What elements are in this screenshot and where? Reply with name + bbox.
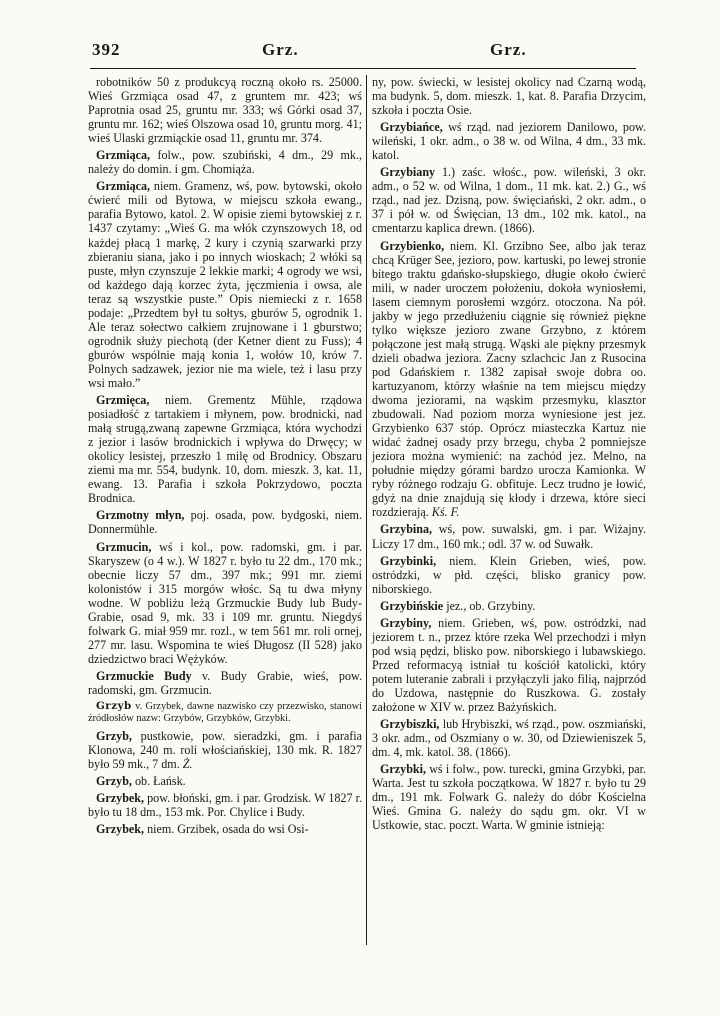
entry	[372, 75, 646, 117]
entry	[372, 522, 646, 550]
entry	[372, 239, 646, 520]
entry-text: robotników 50 z produkcyą roczną około rs. 25000. Wieś Grzmiąca osad 47, z gruntem mr. 423; wś Paprotnia osad 25, gruntu mr. 333; wś Górki osad 37, gruntu mr. 162; wieś Olszowa osad 10, gruntu morg. 41; wieś Ulaski grzmiąckie osad 11, gruntu mr. 374.	[88, 75, 362, 146]
entry-headword: Grzyb	[96, 700, 132, 713]
entry-text: ob. Łańsk.	[134, 773, 186, 788]
entry-headword: Grzybienko,	[380, 238, 445, 253]
entry-text: pow. błoński, gm. i par. Grodzisk. W 1827 r. było tu 18 dm., 153 mk. Por. Chylice i Budy.	[88, 791, 362, 820]
entry-headword: Grzybińskie	[380, 598, 444, 613]
entry-text: wś i folw., pow. turecki, gmina Grzybki, par. Warta. Jest tu szkoła początkowa. W 1827 r. było tu 29 dm., 191 mk. Folwark G. należy do dóbr Kościelna Wieś. Gmina G. należy do sądu gm. okr. VI w Ustkowie, stac. poczt. Warta. W gminie istnieją:	[372, 762, 646, 833]
entry-headword: Grzybki,	[380, 762, 427, 777]
header-rule	[90, 68, 636, 69]
entry	[372, 762, 646, 832]
entry-headword: Grzybina,	[380, 522, 433, 537]
entry-text: niem. Gramenz, wś, pow. bytowski, około ćwierć mili od Bytowa, w miejscu szkoła ewang., parafia Bytowo, katol. 2. W opisie ziemi bytowskiej z r. 1437 czytamy: „Wieś G. ma włók czynszowych 18, od każdej płacą 1 markę, 2 kury i czynią szarwarki przy zbieraniu siana, jako i po innych wioskach; 2 włóki są puste, młyn czynszuje 2 lekkie marki; 4 ogrody we wsi, od każdego dają korzec żyta, jęczmienia i owsa, ale teraz są wszystkie puste.” Opis niemiecki z r. 1658 podaje: „Przedtem był tu sołtys, gburów 5, ogrodnik 1. Ale teraz sołectwo całkiem zrujnowane i 1 gburstwo; ogrodnik służy piechotą (der Ketner dient zu Fuss); 4 gburów wspólnie mają konia 1, wołów 10, krów 7. Polnych sadzawek, jezior nie ma wiele, też i lasu przy wsi mało.”	[88, 179, 362, 390]
running-head-right: Grz.	[490, 40, 527, 59]
entry	[88, 700, 362, 726]
entry-text: niem. Kl. Grzibno See, albo jak teraz chcą Krüger See, jezioro, pow. kartuski, po lewej stronie bitego traktu gdańsko-słupskiego, długie około ćwierć mili, w nader uroczem położeniu, dokoła wyniosłemi, lasem ciemnym porosłemi wzgórz. otoczona. Na pół. jakby w jego przedłużeniu ciągnie się również piękne tylko większe jezioro zwane Grzybno, z którem połączone jest małą strugą. Wąski ale piękny przesmyk dzieli obadwa jeziora. Zacny szlachcic Jan z Rusocina pod Gdańskiem r. 1382 zapisał swoje dobra oo. kartuzyanom, którzy właśnie na tem miejscu między dwoma jeziorami, na wąskim przesmyku, klasztor zbudowali. Nad poziom morza wyniesione jest jez. Grzybienko 637 stóp. Oprócz miasteczka Kartuz nie widać żadnej osady przy brzegu, chyba 2 pomniejsze jeziora można wymienić: na zachód jez. Melno, na południe między górami bardzo urocza Kamionka. W ryby różnego rodzaju G. obfituje. Lecz trudno je łowić, gdyż na dnie znajdują się kłody i drzewa, które sieci rozdzierają.	[372, 238, 646, 520]
entry	[88, 75, 362, 145]
entry-text: wś i kol., pow. radomski, gm. i par. Skaryszew (o 4 w.). W 1827 r. było tu 22 dm., 170 mk.; obecnie liczy 57 dm., 397 mk.; 991 mr. ziemi kolonistów i 315 morgów włośc. Są tu dwa młyny wodne. W pobliżu leżą Grzmuckie Budy lub Budy-Grabie, osad 9, mk. 33 i 109 mr. gruntu. Niegdyś folwark G. miał 959 mr. rozl., w tem 561 mr. roli ornej, 277 mr. lasu. Wspomina te wieś Długosz (II 528) jako dziedzictwo braci Wężyków.	[88, 539, 362, 666]
right-column	[372, 75, 646, 835]
entry-headword: Grzybek,	[96, 822, 145, 837]
entry-headword: Grzmotny młyn,	[96, 508, 185, 523]
entry-text: 1.) zaśc. włośc., pow. wileński, 3 okr. adm., o 52 w. od Wilna, 1 dom., 11 mk. kat. 2.) G., wś rząd., nad jez. Dzisną, pow. święciański, 2 okr. adm., o 37 i pół w. od Święcian, 13 dm., 102 mk. katol., na cmentarzu kaplica drewn. (1866).	[372, 165, 646, 236]
entry	[372, 599, 646, 613]
entry-headword: Grzmiąca,	[96, 148, 151, 163]
entry-text: jez., ob. Grzybiny.	[446, 598, 536, 613]
entry-headword: Grzmuckie Budy	[96, 668, 192, 683]
entry	[88, 179, 362, 390]
left-column	[88, 75, 362, 839]
entry	[88, 393, 362, 505]
entry	[372, 554, 646, 596]
entry	[88, 669, 362, 697]
running-head-left: Grz.	[262, 40, 299, 59]
column-divider	[366, 75, 367, 945]
entry-text: niem. Grementz Mühle, rządowa posiadłość z tartakiem i młynem, pow. brodnicki, nad małą strugą,zwaną zapewne Grzmiąca, która wychodzi z jezior i lasów brodnickich i wpływa do Drwęcy; w okolicy lesistej, przeszło 1 milę od Brodnicy. Obszaru ziemi ma mr. 554, budynk. 10, dom. mieszk. 3, kat. 11, ewang. 13. Parafia i szkoła Pokrzydowo, poczta Brodnica.	[88, 393, 362, 506]
entry	[88, 774, 362, 788]
entry-headword: Grzybinki,	[380, 553, 437, 568]
entry-headword: Grzyb,	[96, 773, 132, 788]
entry-text: poj. osada, pow. bydgoski, niem. Donnermühle.	[88, 508, 362, 537]
entry-headword: Grzybiny,	[380, 615, 432, 630]
entry-text: wś rząd. nad jeziorem Danilowo, pow. wileński, 1 okr. adm., o 38 w. od Wilna, 4 dm., 33 mk. katol.	[372, 120, 646, 163]
entry-headword: Grzyb,	[96, 728, 132, 743]
entry-text: folw., pow. szubiński, 4 dm., 29 mk., należy do domin. i gm. Chomiąża.	[88, 148, 362, 177]
entry	[88, 540, 362, 666]
entry-text: v. Grzybek, dawne nazwisko czy przezwisko, stanowi źródłosłów nazw: Grzybów, Grzybków, Grzybki.	[88, 701, 362, 725]
entry-headword: Grzybiańce,	[380, 120, 443, 135]
author-signature: Ż.	[182, 756, 193, 771]
page-number: 392	[92, 40, 121, 59]
entry-text: pustkowie, pow. sieradzki, gm. i parafia Klonowa, 240 m. roli włościańskiej, 130 mk. R. 1827 było 59 mk., 7 dm.	[88, 728, 363, 771]
entry	[88, 729, 362, 771]
entry	[372, 120, 646, 162]
entry-text: niem. Klein Grieben, wieś, pow. ostródzki, w płd. części, blisko granicy pow. niborskiego.	[372, 553, 646, 596]
entry	[372, 717, 646, 759]
entry	[88, 822, 362, 836]
entry-text: niem. Grzibek, osada do wsi Osi-	[147, 822, 309, 837]
entry	[88, 508, 362, 536]
entry	[372, 165, 646, 235]
entry	[88, 148, 362, 176]
entry-text: lub Hrybiszki, wś rząd., pow. oszmiański, 3 okr. adm., od Oszmiany o w. 30, od Dziewieniszek 5, dm. 4, mk. katol. 38. (1866).	[372, 717, 646, 760]
entry-headword: Grzybiany	[380, 165, 436, 180]
author-signature: Kś. F.	[431, 505, 460, 520]
entry-headword: Grzmięca,	[96, 393, 150, 408]
entry-headword: Grzybek,	[96, 791, 145, 806]
entry-text: wś, pow. suwalski, gm. i par. Wiżajny. Liczy 17 dm., 160 mk.; odl. 37 w. od Suwałk.	[372, 522, 646, 551]
entry-headword: Grzmucin,	[96, 539, 152, 554]
entry-text: ny, pow. świecki, w lesistej okolicy nad Czarną wodą, ma budynk. 5, dom. mieszk. 1, kat. 8. Parafia Drzycim, szkoła i poczta Osie.	[372, 75, 646, 118]
entry-headword: Grzmiąca,	[96, 179, 151, 194]
entry	[372, 616, 646, 714]
entry-text: niem. Grieben, wś, pow. ostródzki, nad jeziorem t. n., przez które rzeka Wel przechodzi i młyn pod wsią pędzi, blisko pow. niborskiego i lubawskiego. Przed reformacyą istniał tu kościół katolicki, który potem luteranie zabrali i przyłączyli jako filią, najprzód do Uzdowa, następnie do Ruszkowa. G. zostały założone w XIV w. przez Bażyńskich.	[372, 615, 646, 715]
entry-text: v. Budy Grabie, wieś, pow. radomski, gm. Grzmucin.	[88, 668, 362, 697]
entry-headword: Grzybiszki,	[380, 717, 440, 732]
entry	[88, 791, 362, 819]
